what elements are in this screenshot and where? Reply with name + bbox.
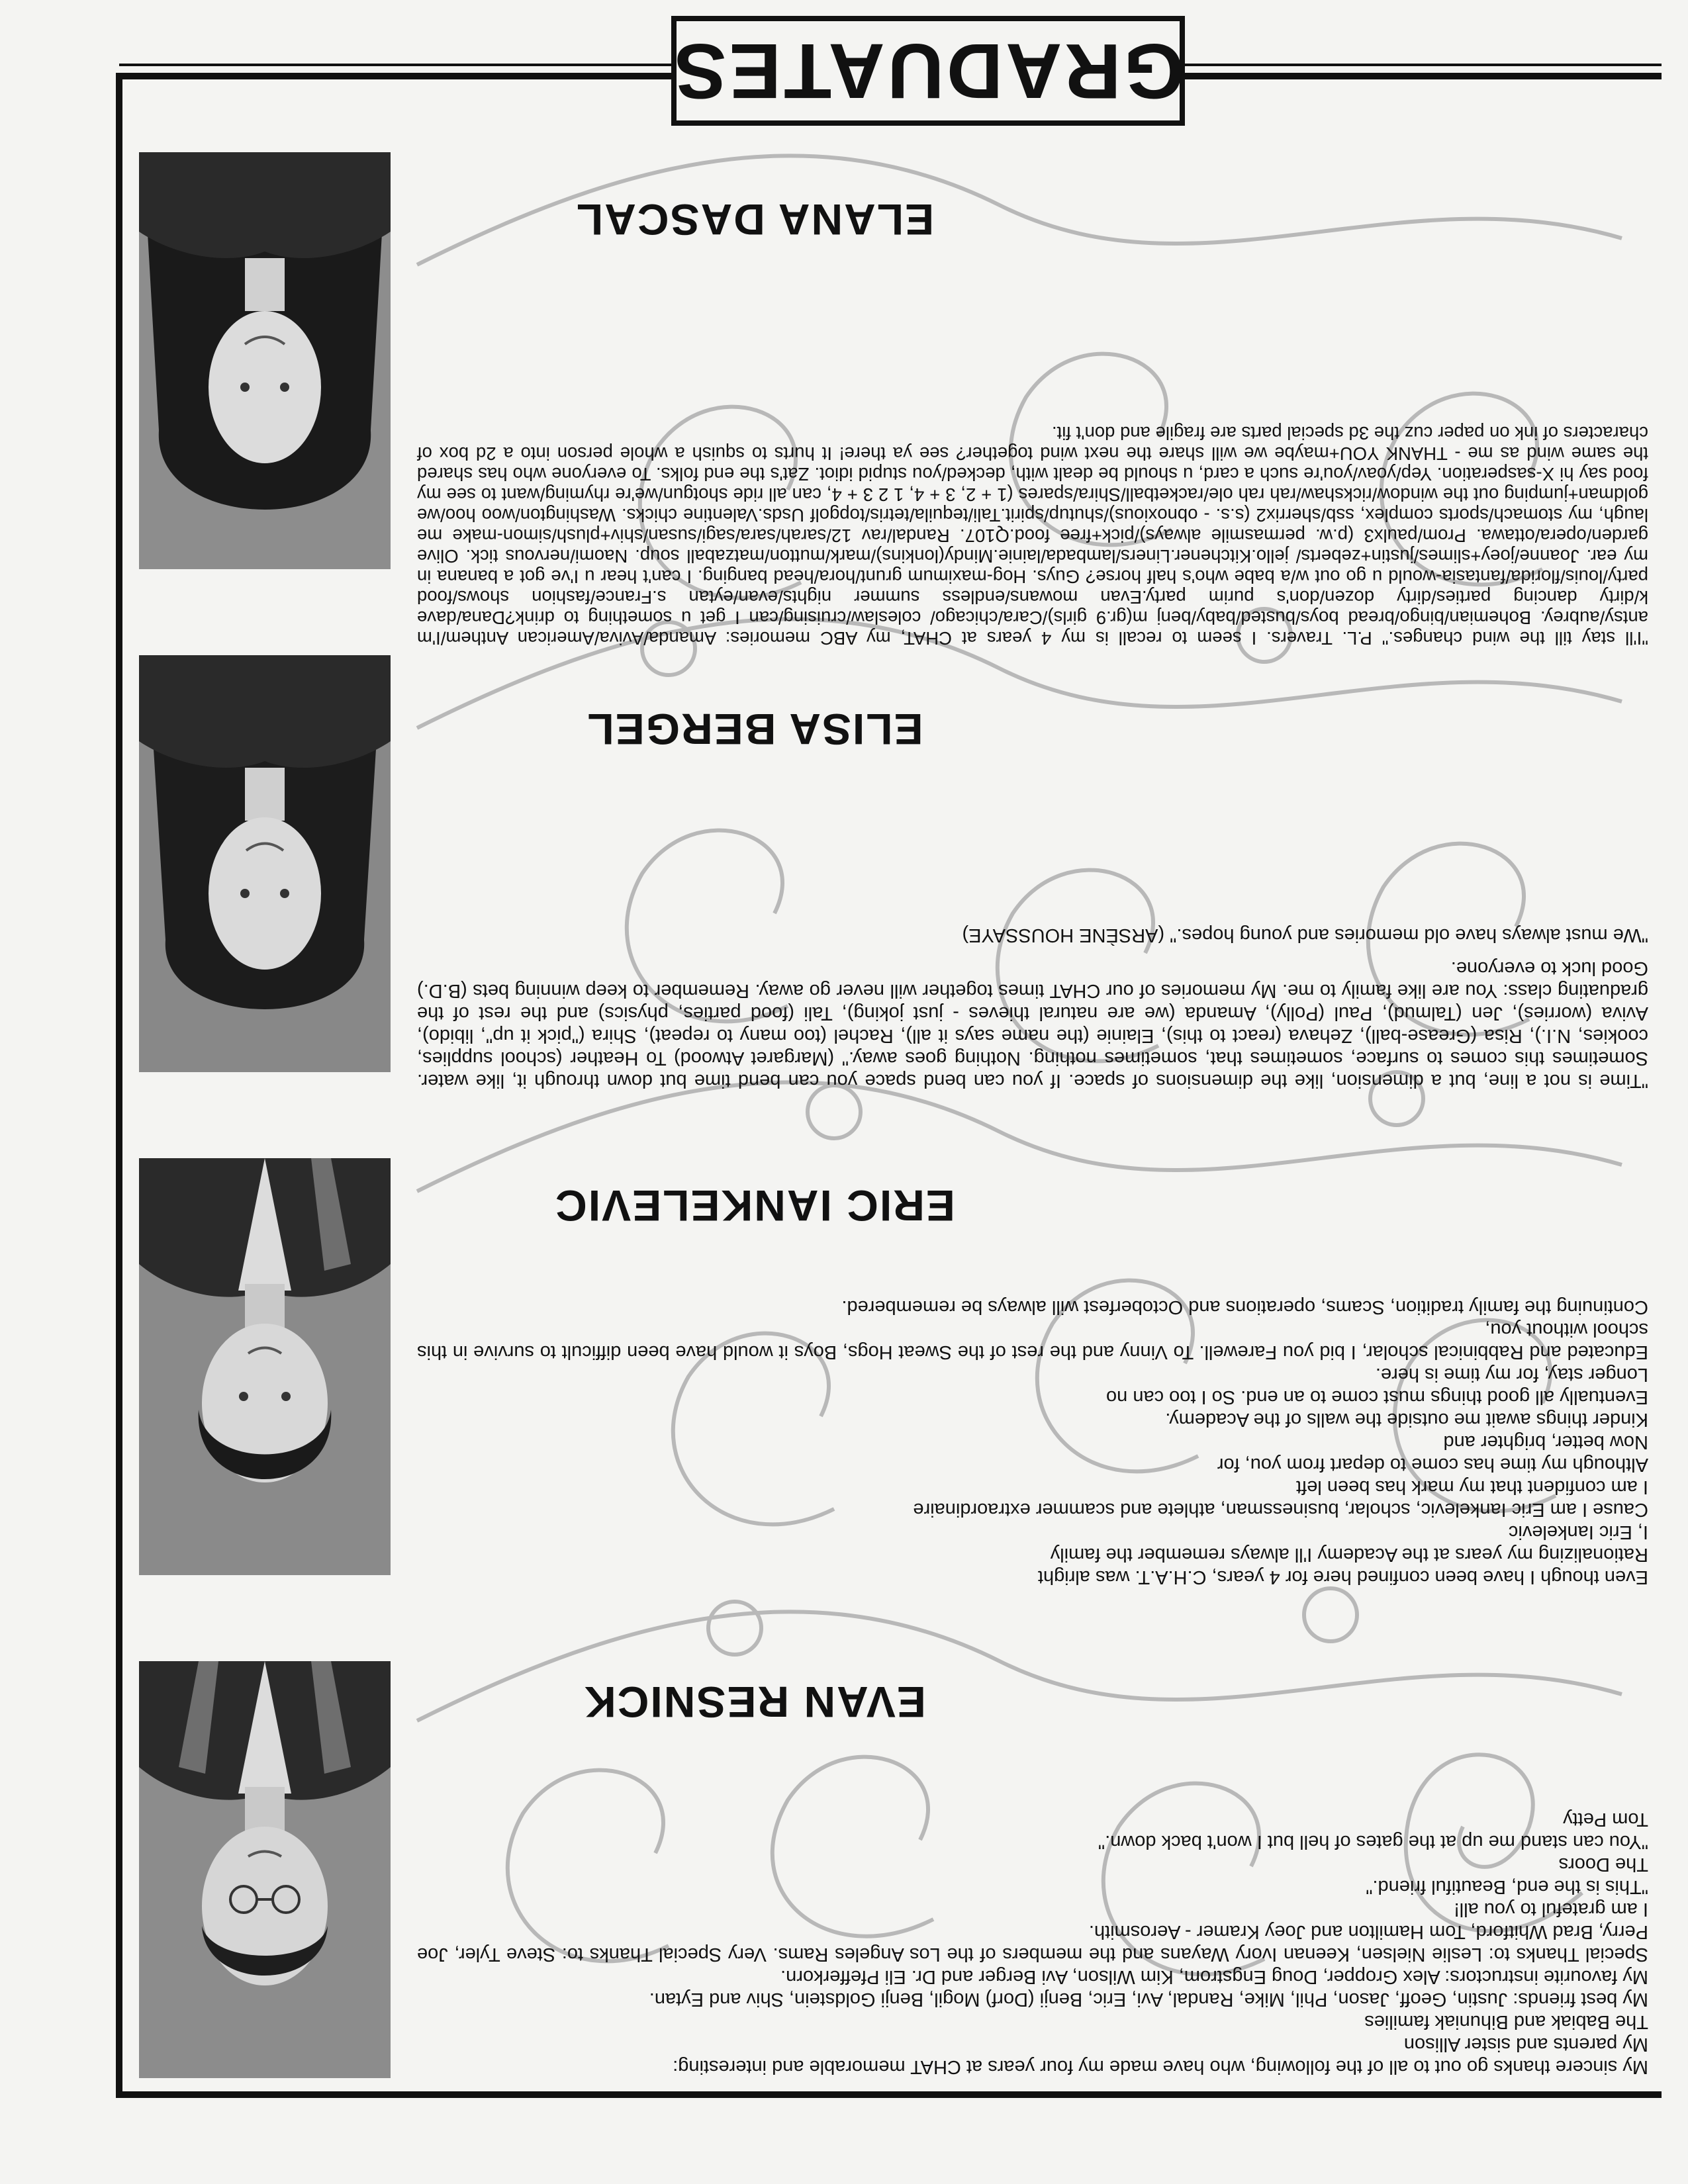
thanks-line: The Babiak and Bihuniak families bbox=[1364, 2011, 1648, 2032]
acrostic-line: Cause I am Eric Iankelevic, scholar, businessman, athlete and scammer extraordinaire bbox=[913, 1499, 1648, 1520]
graduate-message: "Time is not a line, but a dimension, like the dimensions of space. If you can bend space you can bend time but down through it, like water. Sometimes this comes to surface, sometimes that, sometimes nothing. Nothing goes away." (Margaret Atwood) To Heather (school supplies, cookies, N.I.), Risa (Grease-ball), Zehava (react to this), Elainie (the name says it all), Rachel (too many to repeat), Shira ("pick it up", libido), Aviva (worries), Jen (Talmud), Paul (Polly), Amanda (we are natural thieves - just joking), Tali (food parties, physics) and the rest of the graduating class: You are like family to me. My memories of our CHAT times together will never go away. Remember to keep winning bets (B.D.) Good luck to everyone. bbox=[417, 958, 1648, 1091]
graduate-eric-iankelevic bbox=[417, 1296, 1648, 1588]
acrostic-line: Rationalizing my years at the Academy I'll always remember the family bbox=[1050, 1544, 1648, 1565]
thanks-line: Special Thanks to: Leslie Nielsen, Keenan Ivory Wayans and the members of the Los Angeles Rams. Very Special Thanks to: Steve Tyler, Joe Perry, Brad Whitford, Tom Hamilton and Joey Kramer - Aerosmith. bbox=[417, 1921, 1648, 1965]
acrostic-line: Eventually all good things must come to an end. So I too can no bbox=[1106, 1387, 1648, 1408]
quote-author: The Doors bbox=[1558, 1854, 1648, 1875]
graduate-elana-dascal bbox=[417, 423, 1648, 649]
graduate-name: EVAN RESNICK bbox=[583, 1678, 926, 1727]
acrostic-line: Longer stay, for my time is here. bbox=[1375, 1364, 1648, 1385]
graduate-name: ELANA DASCAL bbox=[575, 195, 935, 244]
acrostic-line: I, Eric Iankelevic bbox=[1508, 1522, 1648, 1543]
portrait-photo-elisa-bergel bbox=[139, 655, 391, 1072]
thanks-line: My parents and sister Allison bbox=[1403, 2034, 1648, 2055]
quote-text: "You can stand me up at the gates of hell but I won't back down." bbox=[1098, 1831, 1648, 1852]
acrostic-line: Even though I have been confined here for 4 years, C.H.A.T. was alright bbox=[1037, 1567, 1648, 1588]
thanks-line: My favourite instructors: Alex Gropper, Doug Engstrom, Kim Wilson, Avi Berger and Dr. Eli Pfefferkorn. bbox=[780, 1966, 1648, 1987]
graduate-intro: My sincere thanks go out to all of the following, who have made my four years at CHAT memorable and interesting: bbox=[673, 2056, 1648, 2077]
thanks-line: My best friends: Justin, Geoff, Jason, Phil, Mike, Randal, Avi, Eric, Benji (Dorf) Mogil, Benji Goldstein, Shiv and Eytan. bbox=[649, 1989, 1648, 2010]
top-rule bbox=[119, 2091, 1662, 2098]
right-rule bbox=[116, 73, 122, 2098]
quote-author: Tom Petty bbox=[1563, 1809, 1648, 1830]
graduate-message: "I'll stay till the wind changes." P.L. Travers. I seem to recall is my 4 years at CHAT, my ABC memories: Amanda/Aviva/American Anthem/I'm antsy/aubrey. Bohemian/bingo/bread boys/busted/baby/benj m(gr.9 girls)/Cara/chicago/ coleslaw/cruising/can I get u something to drink?Dana/dave k/dirty dancing parties/dirty dozen/don's purim party.Evan mowans/endless summer nights/evan/eytan s.France/fashion shows/food party/louis/florida/fantasia-would u go out w/a babe who's half horse? Guys. Hog-maximum grunt/hora/head banging. I can't hear u I've got a banana in my ear. Joanne/joey+slimes/justin+zeberts/ jello.Kitchener.Liners/lambada/lainie.Mindy(lonkins)/mark/mutton/matzaball soup. Naomi/nervous tick. Olive garden/opera/ottawa. Prom/paulx3 (p.w. permasmile always)/pick+free food.Q107. Randal/rav 12/sarah/sara/sagi/susan/shiv+plush/simon-make me laugh, my stomach/sports complex, ssb/sherrix2 (s.s. - obnoxious)/shutup/spirit.Tali/tequila/tetris/topgolf Usds.Valentine chicks. Washington/woo hoo/we goldman+jumping out the window/rickshaw/rah rah ole/racketball/Shira/spares (1 + 2, 3 + 4, 1 2 3 + 4, can all ride shotgun/we're rhyming/want to see my food say hi X-sasperation. Yep/yoav/you're such a card, u should be dealt with, decked/you stupid idiot. Zat's the end folks. To everyone who has shared the same wind as me - THANK YOU+maybe we will share the next wind together? see ya there! It hurts to squish a whole person into a 2d box of characters of ink on paper cuz the 3d special parts are fragile and don't fit. bbox=[417, 423, 1648, 649]
acrostic-line: Continuing the family tradition, Scams, operations and Octoberfest will always be remembered. bbox=[841, 1297, 1648, 1318]
graduate-name: ELISA BERGEL bbox=[586, 705, 923, 754]
graduates-content bbox=[417, 79, 1648, 2078]
portrait-photo-eric-iankelevic bbox=[139, 1158, 391, 1575]
portrait-photo-evan-resnick bbox=[139, 1661, 391, 2078]
graduate-elisa-bergel bbox=[417, 924, 1648, 1092]
acrostic-line: I am confident that my mark has been left bbox=[1296, 1477, 1648, 1498]
quote-text: "This is the end, Beautiful friend." bbox=[1366, 1876, 1648, 1897]
thanks-line: I am grateful to you all! bbox=[1454, 1899, 1648, 1920]
acrostic-line: Now better, brighter and bbox=[1443, 1432, 1648, 1453]
graduate-name: ERIC IANKELEVIC bbox=[554, 1181, 955, 1230]
portrait-photo-elana-dascal bbox=[139, 152, 391, 569]
section-title: GRADUATES bbox=[671, 27, 1185, 114]
acrostic-line: Although my time has come to depart from you, for bbox=[1217, 1454, 1648, 1475]
graduate-evan-resnick bbox=[417, 1808, 1648, 2078]
acrostic-line: Educated and Rabbinical scholar, I bid you Farewell. To Vinny and the rest of the Sweat Hogs, Boys it would have been difficult to survive in this school without you, bbox=[417, 1319, 1648, 1363]
acrostic-line: Kinder things await me outside the walls of the Academy. bbox=[1165, 1409, 1648, 1430]
graduate-closing-quote: "We must always have old memories and young hopes." (ARSÈNE HOUSSAYE) bbox=[962, 925, 1648, 946]
